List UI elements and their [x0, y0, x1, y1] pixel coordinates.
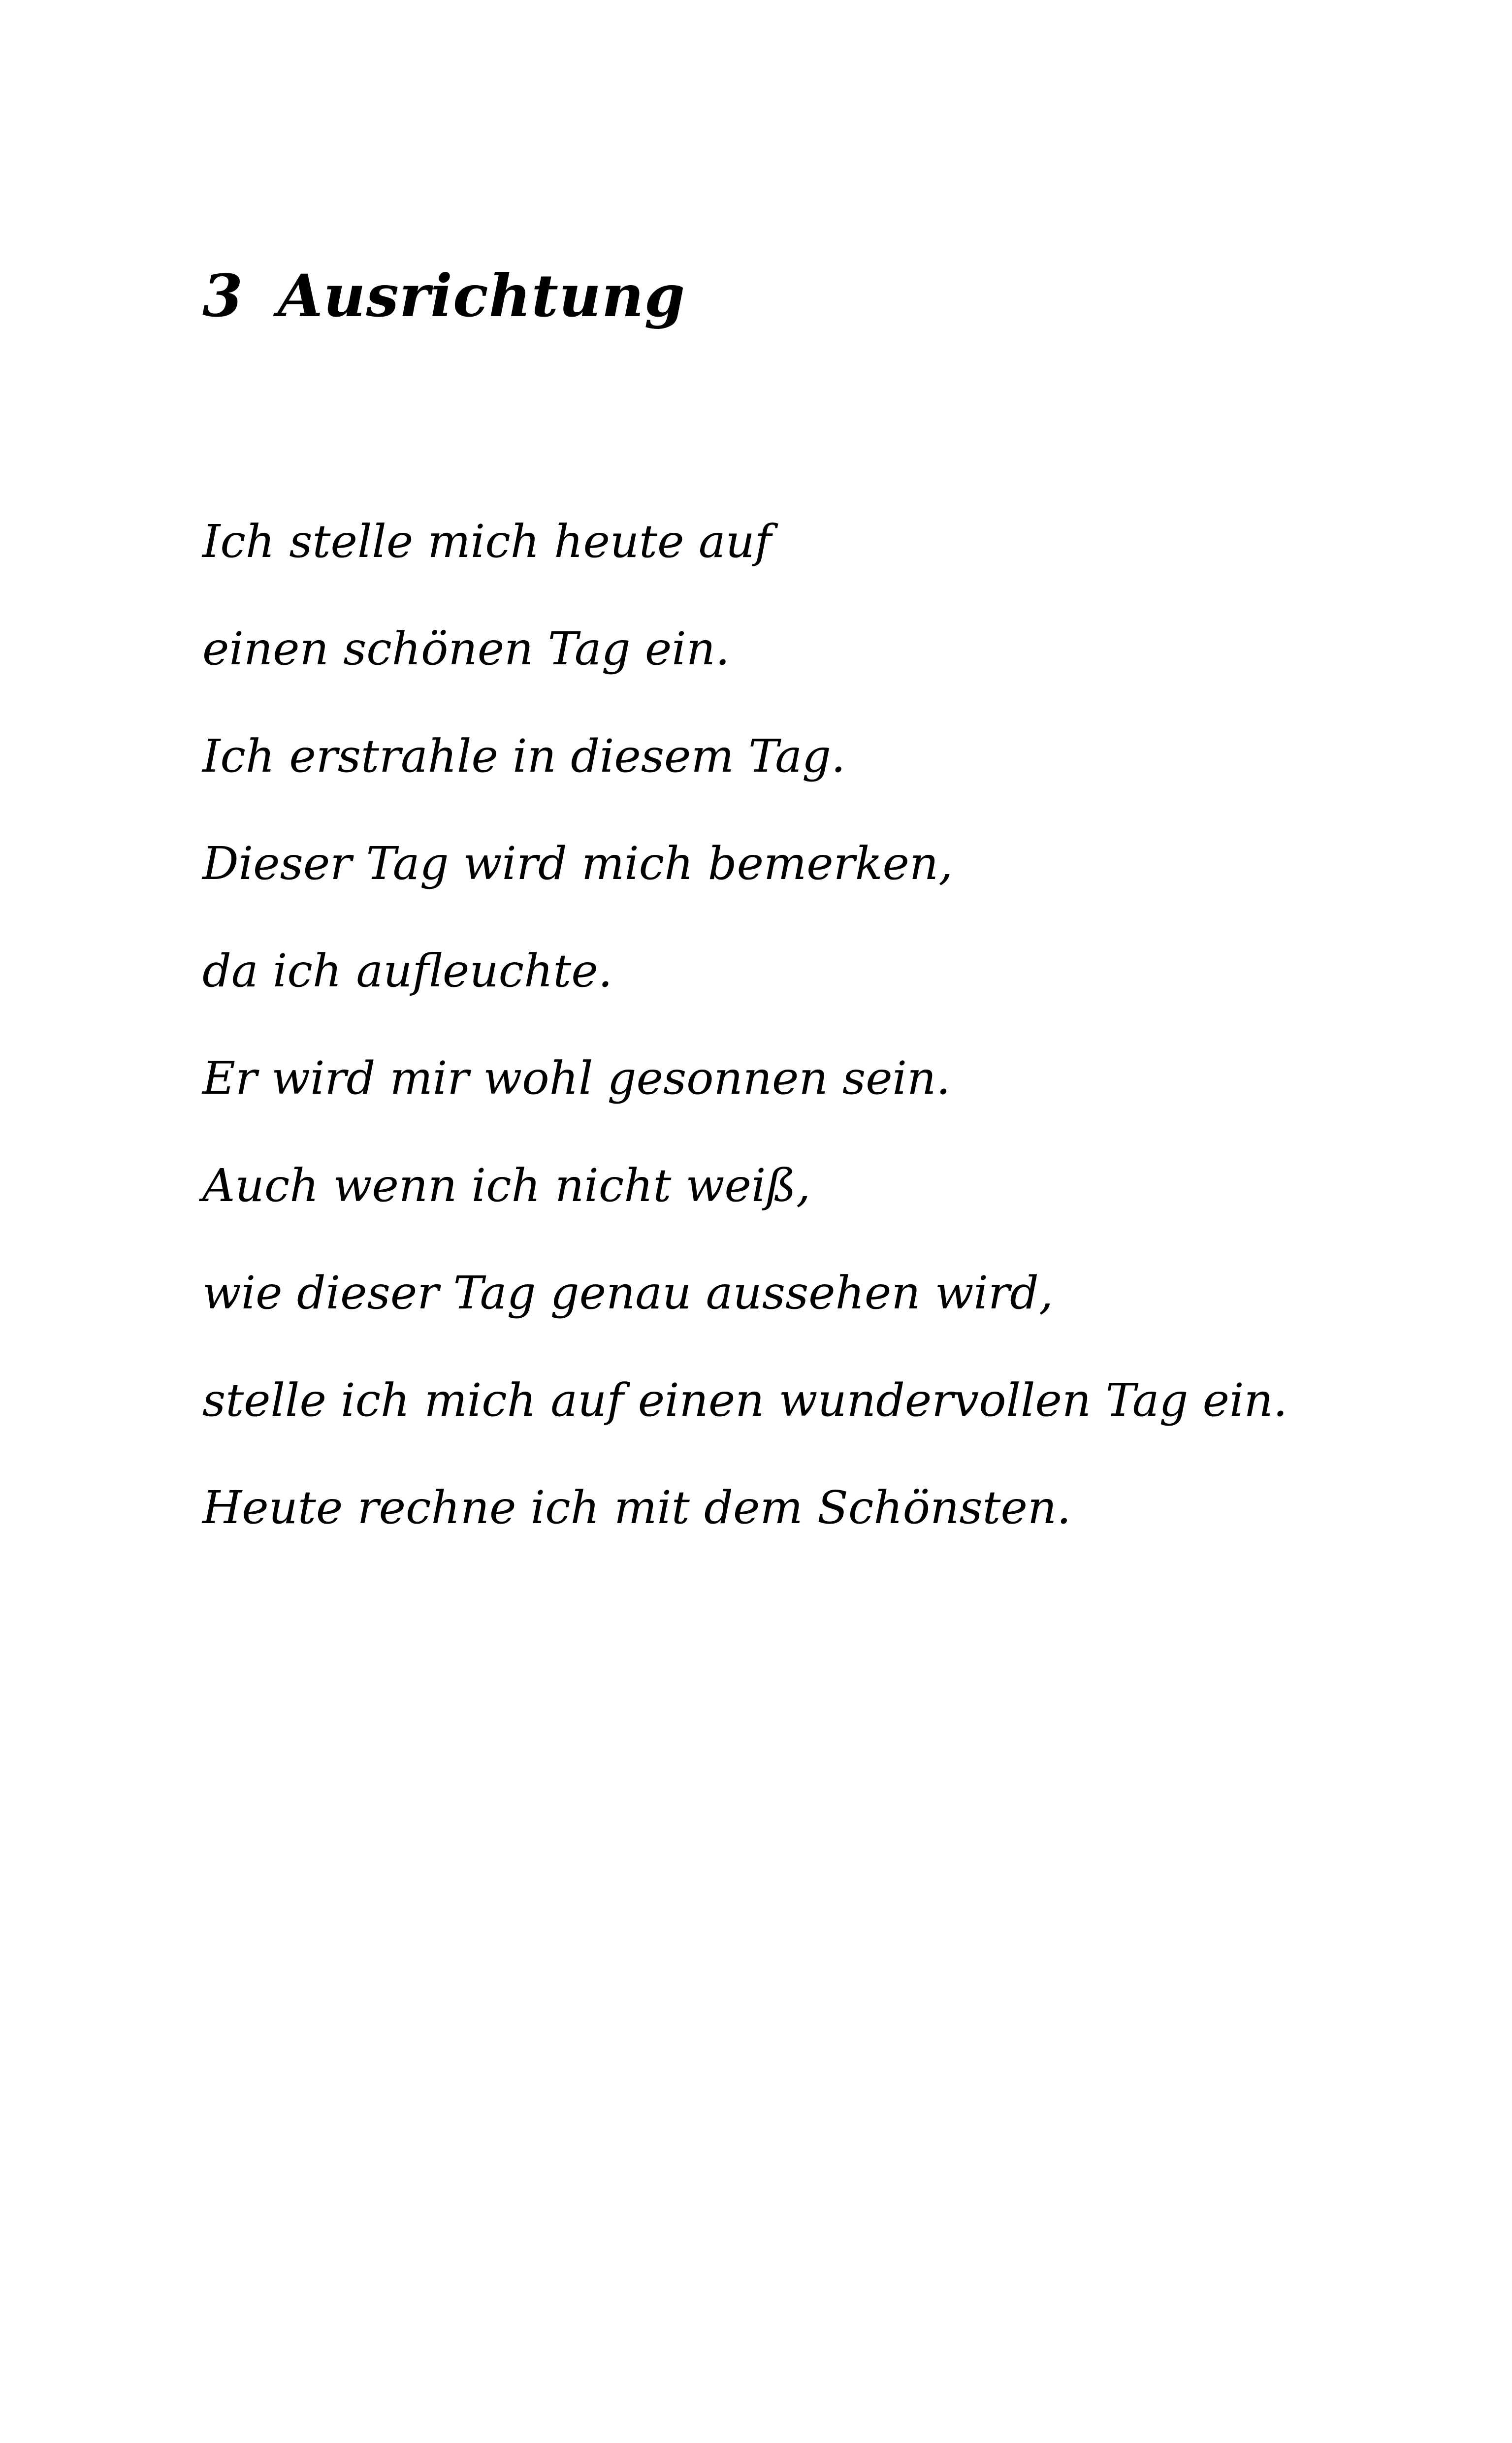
poem-line: einen schönen Tag ein. — [202, 622, 730, 675]
poem-line: da ich aufleuchte. — [202, 945, 613, 997]
poem-line: Auch wenn ich nicht weiß, — [202, 1159, 811, 1212]
poem-line: Ich erstrahle in diesem Tag. — [202, 730, 846, 782]
chapter-number: 3 — [202, 261, 244, 330]
poem-line: Dieser Tag wird mich bemerken, — [202, 837, 953, 890]
poem-line: Heute rechne ich mit dem Schönsten. — [202, 1481, 1071, 1534]
poem-line: Ich stelle mich heute auf — [202, 515, 772, 568]
poem-line: wie dieser Tag genau aussehen wird, — [202, 1267, 1054, 1319]
poem-line: stelle ich mich auf einen wundervollen Tag ein. — [202, 1374, 1288, 1427]
chapter-heading — [202, 261, 685, 331]
poem-line: Er wird mir wohl gesonnen sein. — [202, 1052, 951, 1105]
poem-text — [202, 505, 1287, 1578]
chapter-title: Ausrichtung — [278, 261, 686, 330]
